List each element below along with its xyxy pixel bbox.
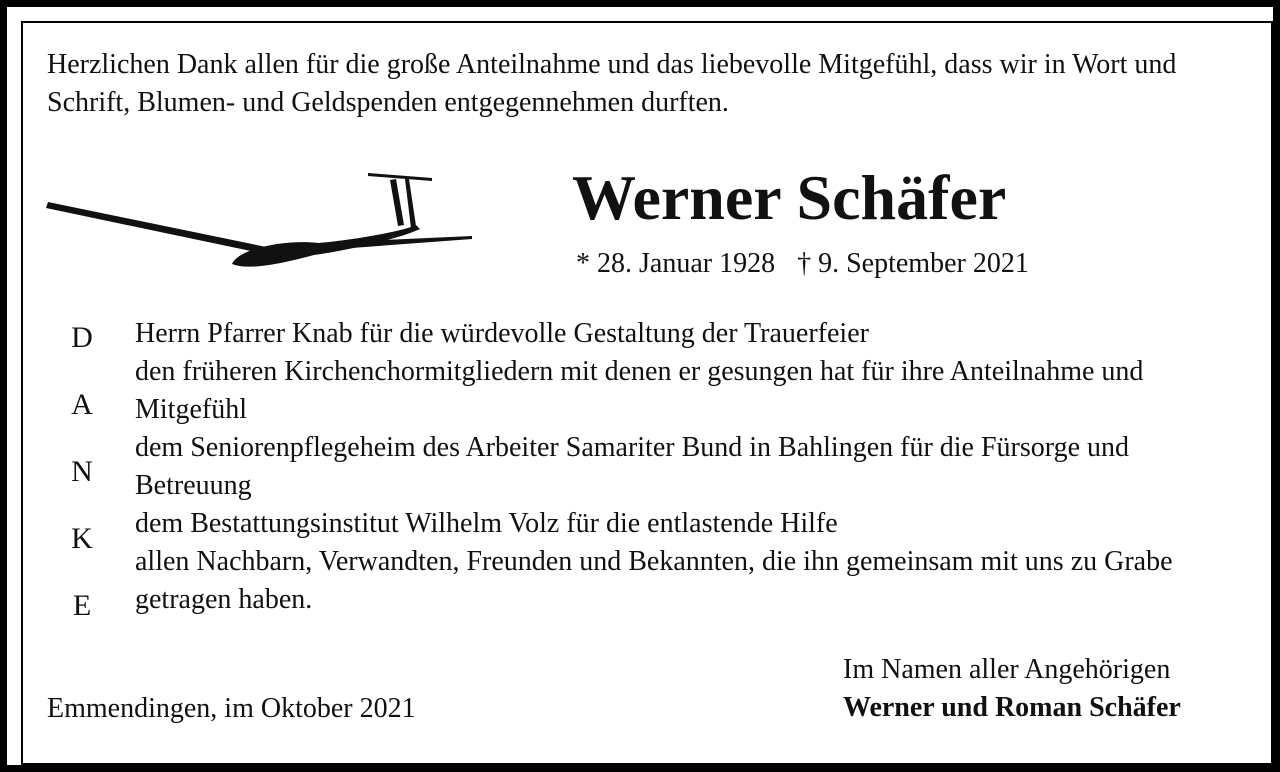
thanks-item: Herrn Pfarrer Knab für die würdevolle Gestaltung der Trauerfeier <box>135 318 869 349</box>
thanks-item: allen Nachbarn, Verwandten, Freunden und Bekannten, die ihn gemeinsam mit uns zu Grabe getragen haben. <box>135 546 1173 615</box>
glider-icon <box>44 165 474 275</box>
intro-text: Herzlichen Dank allen für die große Anteilnahme und das liebevolle Mitgefühl, dass wir in Wort und Schrift, Blumen- und Geldspenden entgegennehmen durften. <box>47 49 1177 118</box>
place-date: Emmendingen, im Oktober 2021 <box>47 693 416 724</box>
signoff <box>843 651 1181 727</box>
deceased-name: Werner Schäfer <box>572 162 1007 233</box>
thanks-item: dem Bestattungsinstitut Wilhelm Volz für die entlastende Hilfe <box>135 508 838 539</box>
danke-acrostic <box>64 318 100 653</box>
thanks-item: dem Seniorenpflegeheim des Arbeiter Samariter Bund in Bahlingen für die Fürsorge und Betreuung <box>135 432 1130 501</box>
signoff-names: Werner und Roman Schäfer <box>843 692 1181 723</box>
life-dates <box>576 246 1029 282</box>
danke-letter: E <box>72 589 92 622</box>
signoff-line: Im Namen aller Angehörigen <box>843 654 1171 685</box>
danke-letter: D <box>71 321 93 354</box>
death-date: † 9. September 2021 <box>797 248 1029 279</box>
birth-date: * 28. Januar 1928 <box>576 248 776 279</box>
thanks-list <box>135 315 1245 619</box>
danke-letter: N <box>71 455 93 488</box>
danke-letter: A <box>71 388 93 421</box>
danke-letter: K <box>71 522 93 555</box>
thanks-item: den früheren Kirchenchormitgliedern mit denen er gesungen hat für ihre Anteilnahme und Mitgefühl <box>135 356 1144 425</box>
